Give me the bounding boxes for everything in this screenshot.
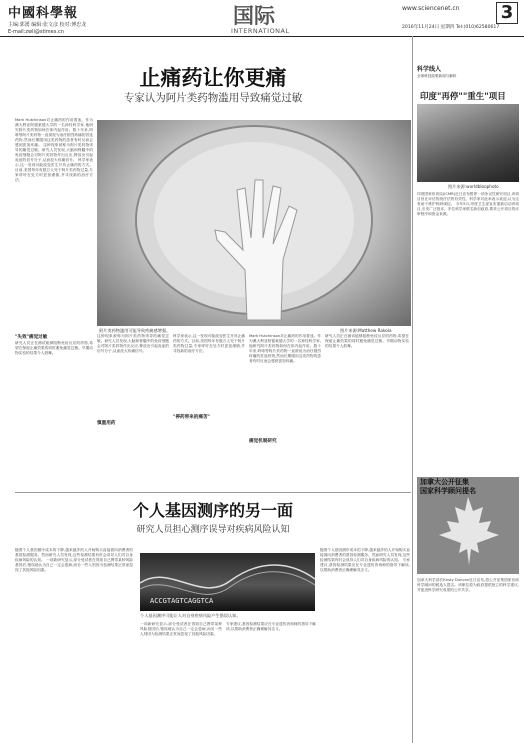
newspaper-logo: 中國科學報 bbox=[8, 6, 79, 21]
sidebar-canada-title-line1: 加拿大公开征集 bbox=[420, 478, 469, 486]
svg-text:ACCGTAGTCAGGTCA: ACCGTAGTCAGGTCA bbox=[150, 597, 214, 605]
sidebar-column-sub: 全球科技政策新闻与解析 bbox=[417, 74, 457, 78]
credits-email: E-mail:zwli@stimes.cn bbox=[8, 29, 64, 35]
story1-paragraph-c-col3: 科学家表示,这一发现可能改变医生开具止痛药的方式。目前,美国每年有数万人死于阿片类药物过量,专家呼吁在处方时更加谨慎,并寻找新的治疗方法。 bbox=[173, 334, 245, 353]
story1-text-col1 bbox=[15, 118, 93, 328]
story2-photo bbox=[140, 553, 315, 611]
story2-text-col2 bbox=[140, 622, 222, 740]
story1-paragraph-a-col2: 这种现象被称为阿片类药物诱导的痛觉过敏。研究人员发现,大脑和脊髓中的免疫细胞会对阿片类药物作出反应,释放出引起炎症的信号分子,从而放大疼痛信号。 bbox=[97, 334, 169, 353]
story1-text-col1b bbox=[15, 341, 93, 489]
credits-line-1: 主编:郭湧 编辑:张文彦 校对:傅忠龙 bbox=[8, 22, 87, 28]
story1-photo bbox=[97, 120, 411, 326]
story1-paragraph-a-col4: Mark Hutchinson对止痛药的作用着迷。作为澳大利亚阿德莱德大学的一名神经科学家,他研究阿片类药物如何在体内起作用。数十年来,吗啡等阿片类药物一直被视为治疗剧烈疼痛的首选药物,然而长期服用这类药物的患者有时反而会感到更加疼痛。 bbox=[249, 334, 321, 363]
story1-paragraph-d-col5: 研究人员正在测试能够阻断免疫反应的药物,希望在保留止痛效果的同时避免痛觉过敏。早期动物实验的结果令人鼓舞。 bbox=[325, 334, 409, 348]
editor-credits bbox=[8, 22, 86, 36]
column-rule bbox=[412, 36, 413, 743]
story2-photo-caption: 个人基因测序可能让人对自身疾病风险产生错误认知。 bbox=[140, 613, 241, 618]
story2-paragraph-b: 一项新研究显示,部分受试者在得知自己携带某种风险基因后,错误地认为自己一定会患病,而另一些人则因为检测结果正常而忽视了其他风险因素。 bbox=[15, 558, 133, 572]
sidebar-photo bbox=[417, 104, 519, 182]
sidebar-canada-paragraph: 加拿大科学部长Kirsty Duncan近日宣布,将公开征集国家首席科学顾问的候选人提名。该职位将为政府提供独立的科学建议,并促进科学研究成果的公开共享。 bbox=[417, 578, 519, 592]
sidebar-text bbox=[417, 192, 519, 472]
story-divider bbox=[15, 492, 411, 493]
story1-subhead-d: 痛觉机制研究 bbox=[249, 439, 277, 444]
story1-subheadline: 专家认为阿片类药物滥用导致痛觉过敏 bbox=[123, 92, 303, 104]
story1-headline: 止痛药让你更痛 bbox=[139, 65, 287, 90]
section-title: 国际 bbox=[233, 3, 275, 28]
story2-paragraph-c-col4: 专家建议,基因检测结果应在专业遗传咨询师的指导下解读,以帮助消费者正确理解其含义。 bbox=[320, 558, 410, 572]
story2-text-col4 bbox=[320, 548, 410, 740]
sidebar-story-title: 印度"再停""重生"项目 bbox=[420, 92, 506, 102]
story2-paragraph-c: 专家建议,基因检测结果应在专业遗传咨询师的指导下解读,以帮助消费者正确理解其含义。 bbox=[226, 622, 316, 631]
story1-text-col3 bbox=[173, 334, 245, 489]
header-rule bbox=[0, 36, 524, 37]
story1-subhead-b: 慎重用药 bbox=[97, 421, 116, 426]
story1-photo-credit: 图片来源:Matthew Rakola bbox=[340, 328, 392, 333]
story2-paragraph-a-col4: 随着个人基因测序成本的下降,越来越多的人开始购买直接面向消费者的基因检测服务。然而研究人员发现,这些检测结果有时会误导人们对自身疾病风险的认知。 bbox=[320, 548, 410, 562]
story1-text-col4 bbox=[249, 334, 321, 489]
website-url: www.sciencenet.cn bbox=[402, 5, 460, 12]
sidebar-canada-title-line2: 国家科学顾问提名 bbox=[420, 487, 476, 495]
hand-bubble-photo bbox=[97, 120, 411, 326]
sidebar-canada-title bbox=[420, 478, 476, 496]
story2-headline: 个人基因测序的另一面 bbox=[132, 501, 293, 520]
story1-subhead-c: "停药带来的痛苦" bbox=[173, 415, 210, 420]
story2-text-col3 bbox=[226, 622, 316, 740]
story2-text-col1 bbox=[15, 548, 133, 740]
sidebar-canada-text bbox=[417, 578, 519, 740]
story1-paragraph-d: 研究人员正在测试能够阻断免疫反应的药物,希望在保留止痛效果的同时避免痛觉过敏。早期动物实验的结果令人鼓舞。 bbox=[15, 341, 93, 355]
sidebar-column-head: 科学线人 bbox=[417, 66, 442, 73]
story1-text-col2 bbox=[97, 334, 169, 489]
section-subtitle: INTERNATIONAL bbox=[231, 27, 290, 35]
story1-photo-caption: 阿片类药物滥用可能导致疼痛感增强。 bbox=[99, 328, 171, 333]
story1-paragraph-c: 科学家表示,这一发现可能改变医生开具止痛药的方式。目前,美国每年有数万人死于阿片类药物过量,专家呼吁在处方时更加谨慎,并寻找新的治疗方法。 bbox=[15, 158, 93, 182]
story1-text-col5 bbox=[325, 334, 409, 489]
dna-sequence-photo bbox=[140, 553, 315, 611]
story1-paragraph-a: Mark Hutchinson对止痛药的作用着迷。作为澳大利亚阿德莱德大学的一名神经科学家,他研究阿片类药物如何在体内起作用。数十年来,吗啡等阿片类药物一直被视为治疗剧烈疼痛的首选药物,然而长期服用这类药物的患者有时反而会感到更加疼痛。 bbox=[15, 118, 93, 147]
sidebar-paragraph-b: 今年5月,印度卫生部宣布重新启动该项目,引发广泛批评。多位科学家联名致信政府,要求公开项目的评审程序和资金来源。 bbox=[417, 202, 519, 216]
story2-subheadline: 研究人员担心测序误导对疾病风险认知 bbox=[136, 525, 290, 535]
page-number: 3 bbox=[496, 2, 518, 24]
story2-paragraph-a: 随着个人基因测序成本的下降,越来越多的人开始购买直接面向消费者的基因检测服务。然而研究人员发现,这些检测结果有时会误导人们对自身疾病风险的认知。 bbox=[15, 548, 133, 562]
sidebar-paragraph-a: 印度国家体育局(ICMR)近日宣布暂停一项争议性研究项目,该项目旨在评估传统疗法的有效性。科学家对此举表示欢迎,认为这有助于维护科研诚信。 bbox=[417, 192, 519, 206]
story1-subhead-a: "失效"痛觉过敏 bbox=[15, 335, 48, 340]
story2-paragraph-b-col2: 一项新研究显示,部分受试者在得知自己携带某种风险基因后,错误地认为自己一定会患病,而另一些人则因为检测结果正常而忽视了其他风险因素。 bbox=[140, 622, 222, 636]
dateline: 2016年11月24日 星期四 Tel:(010)62580617 bbox=[402, 25, 500, 30]
sidebar-photo-credit: 图片来源:worldbloophoto bbox=[448, 184, 499, 189]
story1-paragraph-b: 这种现象被称为阿片类药物诱导的痛觉过敏。研究人员发现,大脑和脊髓中的免疫细胞会对阿片类药物作出反应,释放出引起炎症的信号分子,从而放大疼痛信号。 bbox=[15, 143, 93, 162]
